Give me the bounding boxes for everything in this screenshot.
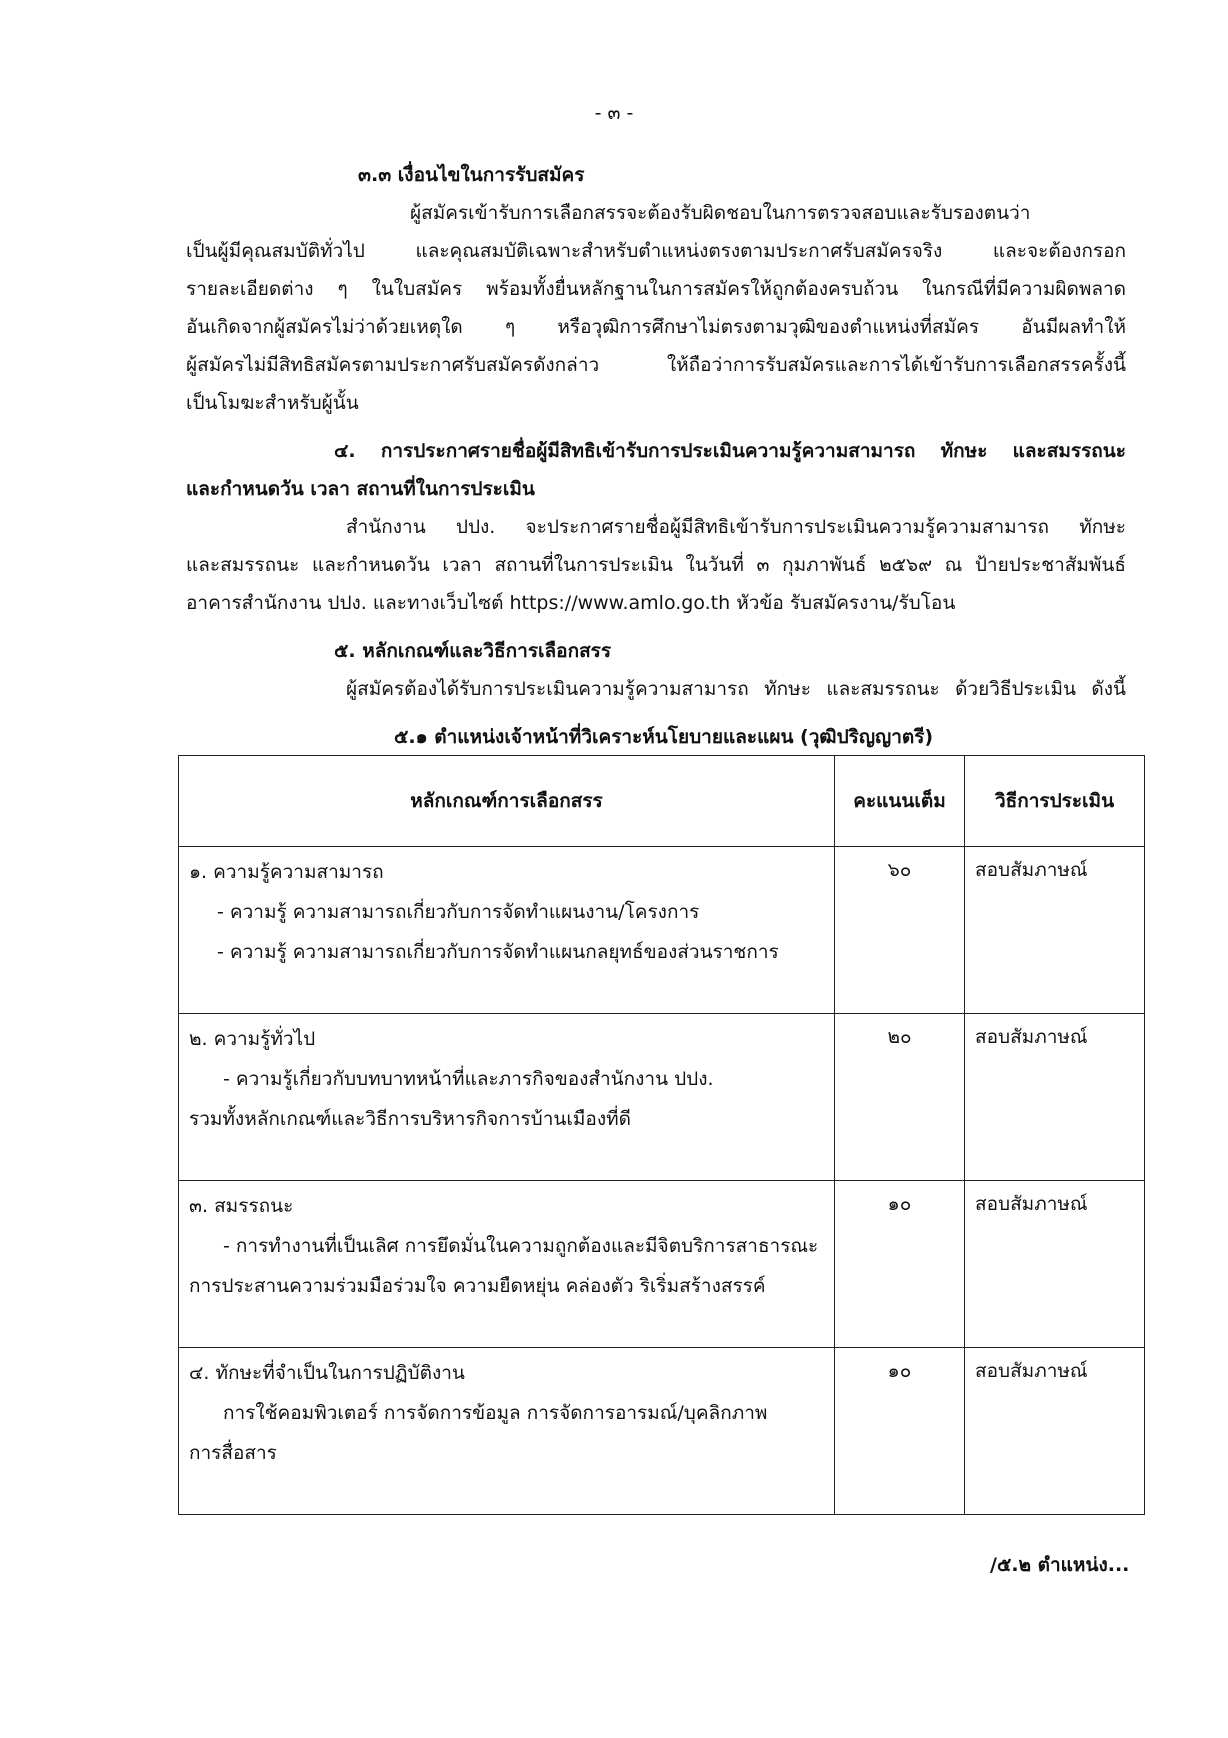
criteria-detail: การใช้คอมพิวเตอร์ การจัดการข้อมูล การจัดการอารมณ์/บุคลิกภาพ (223, 1402, 768, 1424)
criteria-cell (179, 847, 835, 1014)
section-4-line-1: สำนักงาน ปปง. จะประกาศรายชื่อผู้มีสิทธิเข้ารับการประเมินความรู้ความสามารถ ทักษะ (346, 516, 1126, 538)
criteria-detail: การสื่อสาร (189, 1442, 277, 1464)
method-cell: สอบสัมภาษณ์ (965, 1348, 1145, 1515)
criteria-detail: - ความรู้ ความสามารถเกี่ยวกับการจัดทำแผนกลยุทธ์ของส่วนราชการ (217, 941, 779, 963)
table-row (179, 1014, 1145, 1181)
section-4-line-2: และสมรรถนะ และกำหนดวัน เวลา สถานที่ในการประเมิน ในวันที่ ๓ กุมภาพันธ์ ๒๕๖๙ ณ ป้ายประชาสัมพันธ์ (186, 554, 1126, 576)
score-cell: ๑๐ (835, 1348, 965, 1515)
section-5-1-heading: ๕.๑ ตำแหน่งเจ้าหน้าที่วิเคราะห์นโยบายและแผน (วุฒิปริญญาตรี) (394, 726, 934, 748)
score-cell: ๖๐ (835, 847, 965, 1014)
section-3-3-line-2: เป็นผู้มีคุณสมบัติทั่วไป และคุณสมบัติเฉพาะสำหรับตำแหน่งตรงตามประกาศรับสมัครจริง และจะต้องกรอก (186, 240, 1126, 262)
page-number: - ๓ - (594, 102, 634, 124)
section-5-heading: ๕. หลักเกณฑ์และวิธีการเลือกสรร (334, 640, 612, 662)
criteria-detail: - ความรู้ ความสามารถเกี่ยวกับการจัดทำแผนงาน/โครงการ (217, 901, 700, 923)
header-method: วิธีการประเมิน (965, 756, 1145, 847)
table-row (179, 1181, 1145, 1348)
score-cell: ๑๐ (835, 1181, 965, 1348)
criteria-cell (179, 1348, 835, 1515)
section-4-heading-line-2: และกำหนดวัน เวลา สถานที่ในการประเมิน (186, 478, 535, 500)
score-cell: ๒๐ (835, 1014, 965, 1181)
criteria-table (178, 755, 1145, 1515)
section-3-3-line-1: ผู้สมัครเข้ารับการเลือกสรรจะต้องรับผิดชอบในการตรวจสอบและรับรองตนว่า (410, 202, 1031, 224)
section-4-line-3: อาคารสำนักงาน ปปง. และทางเว็บไซต์ https://www.amlo.go.th หัวข้อ รับสมัครงาน/รับโอน (186, 592, 956, 614)
criteria-detail: การประสานความร่วมมือร่วมใจ ความยืดหยุ่น คล่องตัว ริเริ่มสร้างสรรค์ (189, 1275, 766, 1297)
criteria-detail: - ความรู้เกี่ยวกับบทบาทหน้าที่และภารกิจของสำนักงาน ปปง. (223, 1068, 714, 1090)
method-cell: สอบสัมภาษณ์ (965, 1181, 1145, 1348)
section-3-3-line-4: อันเกิดจากผู้สมัครไม่ว่าด้วยเหตุใด ๆ หรือวุฒิการศึกษาไม่ตรงตามวุฒิของตำแหน่งที่สมัคร อันมีผลทำให้ (186, 316, 1126, 338)
table-row (179, 847, 1145, 1014)
section-5-intro: ผู้สมัครต้องได้รับการประเมินความรู้ความสามารถ ทักษะ และสมรรถนะ ด้วยวิธีประเมิน ดังนี้ (346, 678, 1126, 700)
criteria-title: ๒. ความรู้ทั่วไป (189, 1028, 316, 1050)
section-4-heading-line-1: ๔. การประกาศรายชื่อผู้มีสิทธิเข้ารับการประเมินความรู้ความสามารถ ทักษะ และสมรรถนะ (334, 440, 1126, 462)
method-cell: สอบสัมภาษณ์ (965, 1014, 1145, 1181)
section-3-3-heading: ๓.๓ เงื่อนไขในการรับสมัคร (358, 164, 585, 186)
table-row (179, 1348, 1145, 1515)
criteria-detail: - การทำงานที่เป็นเลิศ การยึดมั่นในความถูกต้องและมีจิตบริการสาธารณะ (223, 1235, 819, 1257)
table-header-row (179, 756, 1145, 847)
criteria-cell (179, 1014, 835, 1181)
section-3-3-line-6: เป็นโมฆะสำหรับผู้นั้น (186, 392, 359, 414)
continuation-footer: /๕.๒ ตำแหน่ง... (990, 1554, 1130, 1576)
criteria-title: ๑. ความรู้ความสามารถ (189, 861, 384, 883)
criteria-detail: รวมทั้งหลักเกณฑ์และวิธีการบริหารกิจการบ้านเมืองที่ดี (189, 1108, 631, 1130)
section-3-3-line-5: ผู้สมัครไม่มีสิทธิสมัครตามประกาศรับสมัครดังกล่าว ให้ถือว่าการรับสมัครและการได้เข้ารับการเลือกสรรครั้งนี้ (186, 354, 1126, 376)
method-cell: สอบสัมภาษณ์ (965, 847, 1145, 1014)
criteria-title: ๓. สมรรถนะ (189, 1195, 294, 1217)
header-criteria: หลักเกณฑ์การเลือกสรร (179, 756, 835, 847)
header-full-score: คะแนนเต็ม (835, 756, 965, 847)
section-3-3-line-3: รายละเอียดต่าง ๆ ในใบสมัคร พร้อมทั้งยื่นหลักฐานในการสมัครให้ถูกต้องครบถ้วน ในกรณีที่มีความผิดพลาด (186, 278, 1126, 300)
criteria-cell (179, 1181, 835, 1348)
criteria-title: ๔. ทักษะที่จำเป็นในการปฏิบัติงาน (189, 1362, 465, 1384)
